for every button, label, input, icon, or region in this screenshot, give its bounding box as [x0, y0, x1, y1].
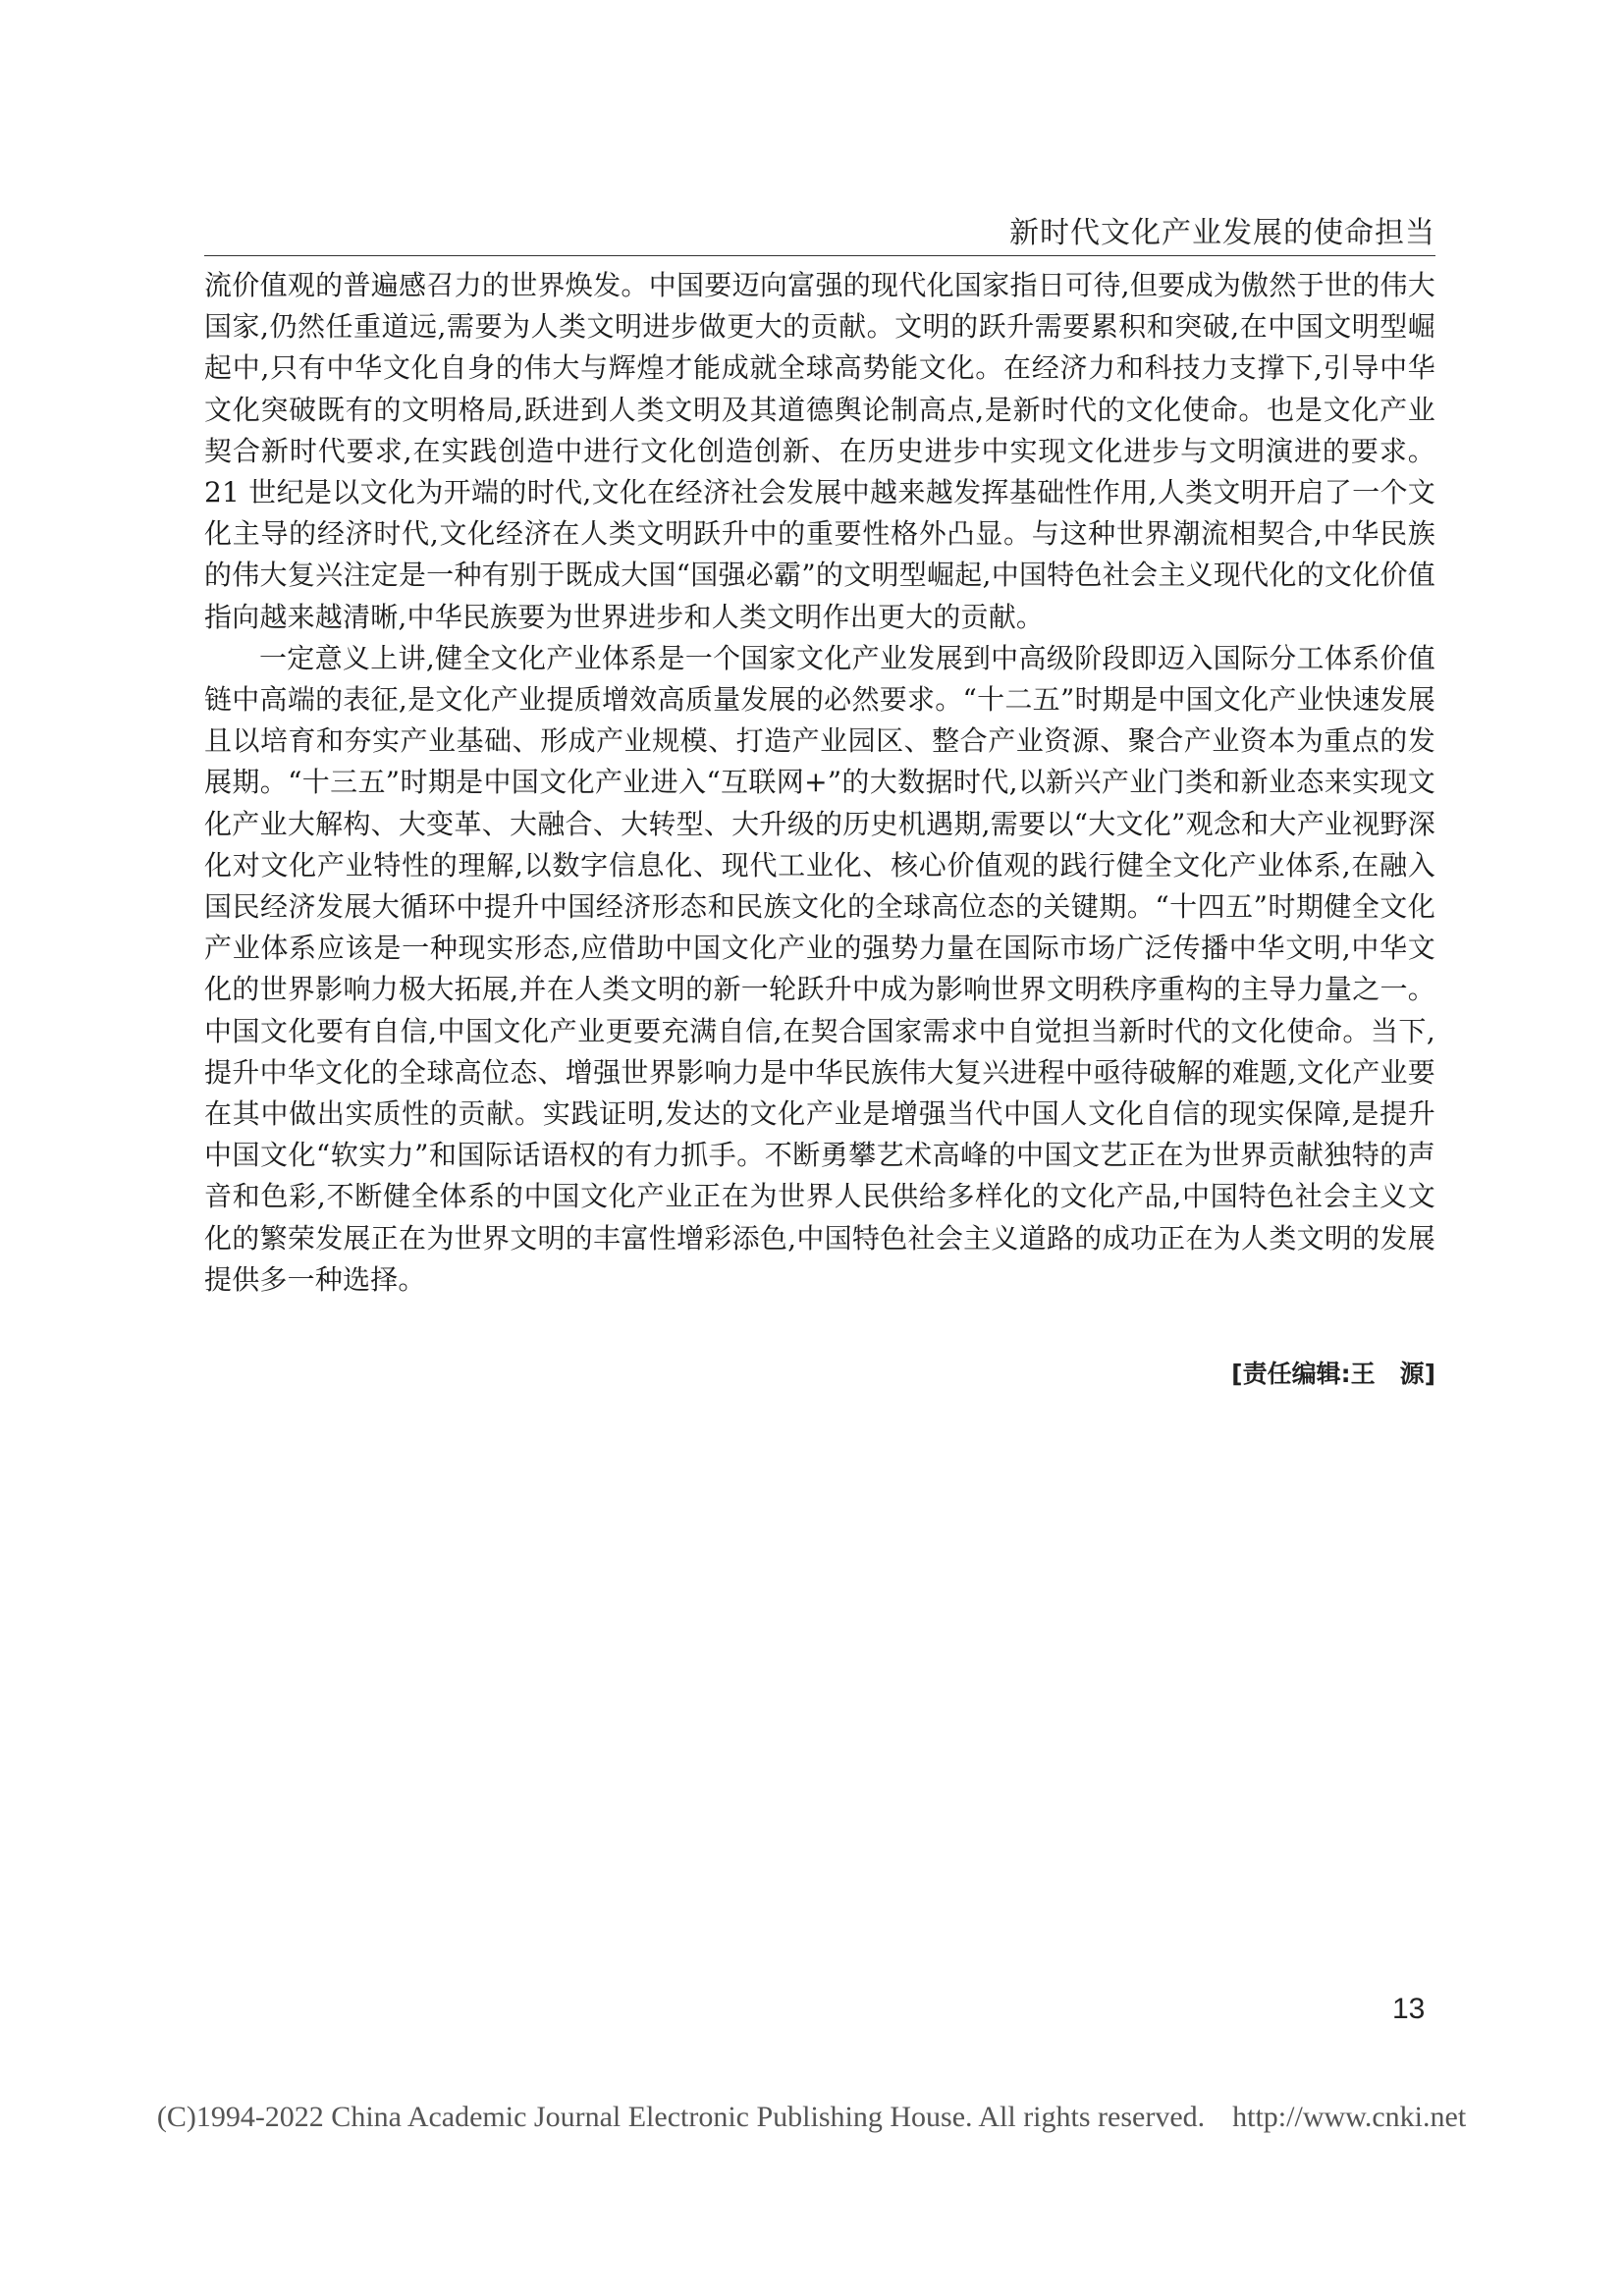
paragraph-continued: 流价值观的普遍感召力的世界焕发。中国要迈向富强的现代化国家指日可待,但要成为傲然于世的伟大国家,仍然任重道远,需要为人类文明进步做更大的贡献。文明的跃升需要累积和突破,在中国文明型崛起中,只有中华文化自身的伟大与辉煌才能成就全球高势能文化。在经济力和科技力支撑下,引导中华文化突破既有的文明格局,跃进到人类文明及其道德舆论制高点,是新时代的文化使命。也是文化产业契合新时代要求,在实践创造中进行文化创造创新、在历史进步中实现文化进步与文明演进的要求。21 世纪是以文化为开端的时代,文化在经济社会发展中越来越发挥基础性作用,人类文明开启了一个文化主导的经济时代,文化经济在人类文明跃升中的重要性格外凸显。与这种世界潮流相契合,中华民族的伟大复兴注定是一种有别于既成大国“国强必霸”的文明型崛起,中国特色社会主义现代化的文化价值指向越来越清晰,中华民族要为世界进步和人类文明作出更大的贡献。 — [204, 269, 1435, 633]
page-number: 13 — [1392, 1993, 1426, 2025]
running-header-title: 新时代文化产业发展的使命担当 — [1009, 216, 1435, 250]
website-link[interactable]: http://www.cnki.net — [1232, 2101, 1467, 2133]
responsible-editor-note: [责任编辑:王 源] — [1231, 1360, 1435, 1388]
article-body — [204, 265, 1435, 1301]
header-divider — [204, 255, 1435, 256]
copyright-text: (C)1994-2022 China Academic Journal Electronic Publishing House. All rights reserved. — [156, 2101, 1206, 2133]
paragraph: 一定意义上讲,健全文化产业体系是一个国家文化产业发展到中高级阶段即迈入国际分工体系价值链中高端的表征,是文化产业提质增效高质量发展的必然要求。“十二五”时期是中国文化产业快速发展且以培育和夯实产业基础、形成产业规模、打造产业园区、整合产业资源、聚合产业资本为重点的发展期。“十三五”时期是中国文化产业进入“互联网+”的大数据时代,以新兴产业门类和新业态来实现文化产业大解构、大变革、大融合、大转型、大升级的历史机遇期,需要以“大文化”观念和大产业视野深化对文化产业特性的理解,以数字信息化、现代工业化、核心价值观的践行健全文化产业体系,在融入国民经济发展大循环中提升中国经济形态和民族文化的全球高位态的关键期。“十四五”时期健全文化产业体系应该是一种现实形态,应借助中国文化产业的强势力量在国际市场广泛传播中华文明,中华文化的世界影响力极大拓展,并在人类文明的新一轮跃升中成为影响世界文明秩序重构的主导力量之一。中国文化要有自信,中国文化产业更要充满自信,在契合国家需求中自觉担当新时代的文化使命。当下,提升中华文化的全球高位态、增强世界影响力是中华民族伟大复兴进程中亟待破解的难题,文化产业要在其中做出实质性的贡献。实践证明,发达的文化产业是增强当代中国人文化自信的现实保障,是提升中国文化“软实力”和国际话语权的有力抓手。不断勇攀艺术高峰的中国文艺正在为世界贡献独特的声音和色彩,不断健全体系的中国文化产业正在为世界人民供给多样化的文化产品,中国特色社会主义文化的繁荣发展正在为世界文明的丰富性增彩添色,中国特色社会主义道路的成功正在为人类文明的发展提供多一种选择。 — [204, 641, 1435, 1296]
copyright-footer — [0, 2101, 1623, 2134]
